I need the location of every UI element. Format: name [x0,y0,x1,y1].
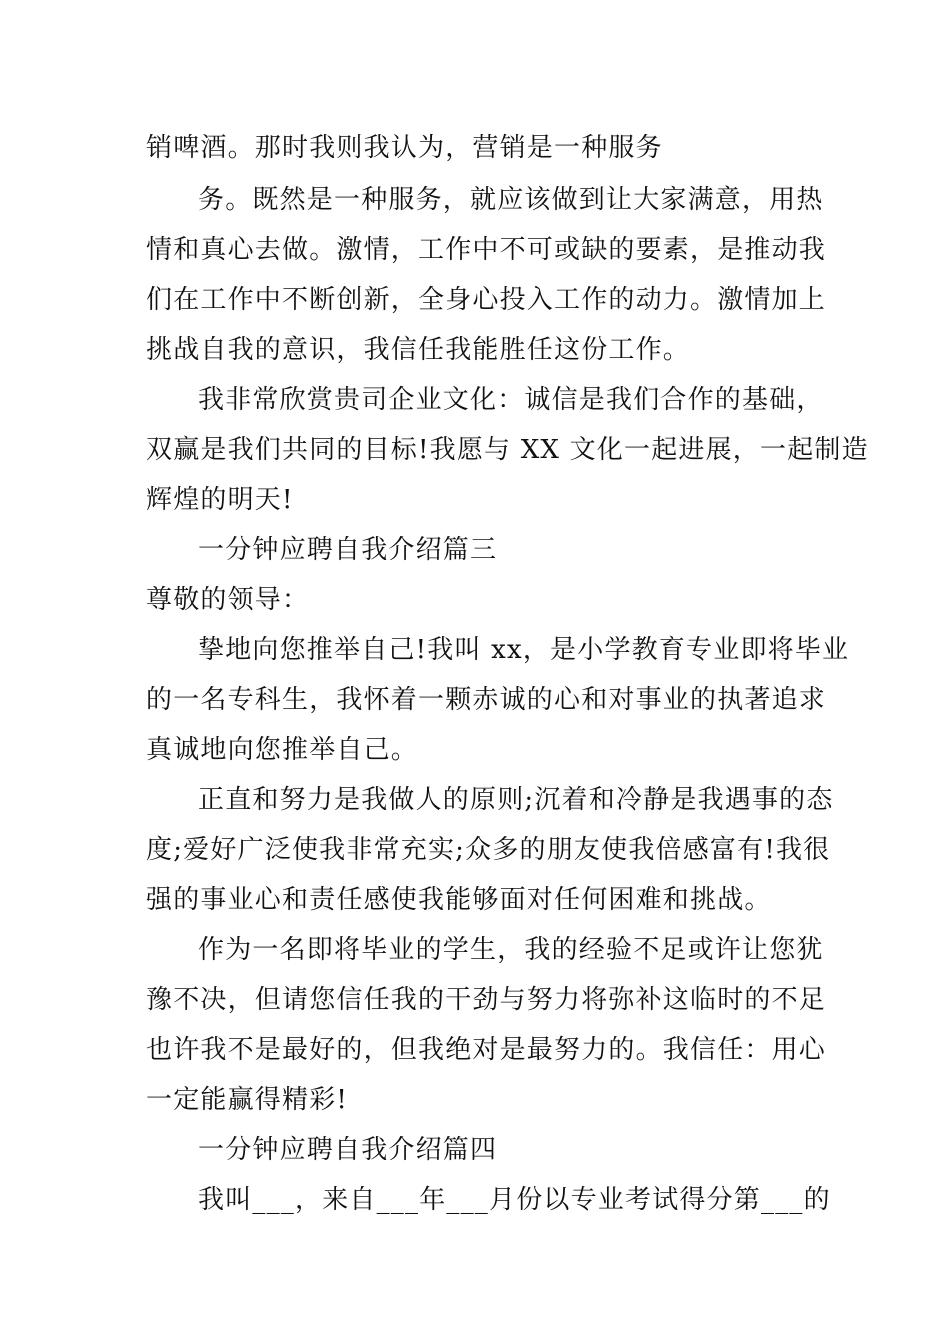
text-line: 挑战自我的意识，我信任我能胜任这份工作。 [146,335,691,365]
text-line: 作为一名即将毕业的学生，我的经验不足或许让您犹 [198,935,824,965]
text-line: 豫不决，但请您信任我的干劲与努力将弥补这临时的不足 [146,985,827,1015]
text-line: 强的事业心和责任感使我能够面对任何困难和挑战。 [146,885,772,915]
text-line: 双赢是我们共同的目标!我愿与 XX 文化一起进展，一起制造 [146,435,869,465]
section-heading: 一分钟应聘自我介绍篇三 [198,535,498,565]
salutation: 尊敬的领导： [146,585,310,615]
section-heading: 一分钟应聘自我介绍篇四 [198,1135,498,1165]
text-line: 度;爱好广泛使我非常充实;众多的朋友使我倍感富有!我很 [146,835,831,865]
text-line: 辉煌的明天! [146,485,294,515]
text-line: 的一名专科生，我怀着一颗赤诚的心和对事业的执著追求 [146,685,827,715]
text-line: 情和真心去做。激情，工作中不可或缺的要素，是推动我 [146,235,827,265]
text-line: 正直和努力是我做人的原则;沉着和冷静是我遇事的态 [198,785,834,815]
text-line: 务。既然是一种服务，就应该做到让大家满意，用热 [198,185,824,215]
text-line: 真诚地向您推举自己。 [146,735,419,765]
text-line: 销啤酒。那时我则我认为，营销是一种服务 [146,133,663,163]
text-line: 我非常欣赏贵司企业文化：诚信是我们合作的基础， [198,385,824,415]
text-line: 挚地向您推举自己!我叫 xx，是小学教育专业即将毕业 [198,635,850,665]
text-line: 我叫___，来自___年___月份以专业考试得分第___的 [198,1185,831,1215]
text-line: 也许我不是最好的，但我绝对是最努力的。我信任：用心 [146,1035,827,1065]
text-line: 一定能赢得精彩! [146,1085,349,1115]
text-line: 们在工作中不断创新，全身心投入工作的动力。激情加上 [146,285,827,315]
